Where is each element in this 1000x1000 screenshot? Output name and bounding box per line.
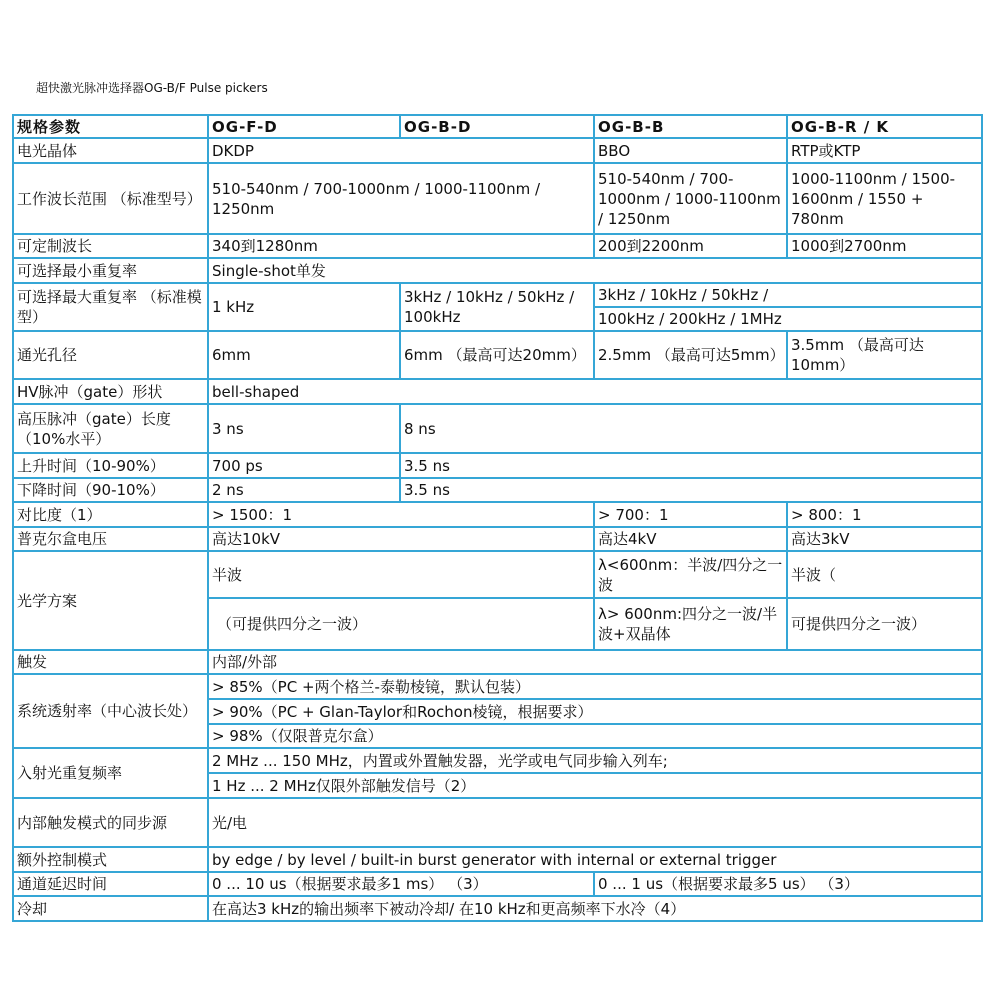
table-row bbox=[13, 404, 982, 453]
header-og-b-b: OG-B-B bbox=[594, 115, 787, 138]
row-label: 高压脉冲（gate）长度 （10%水平） bbox=[13, 404, 208, 453]
row-label: 光学方案 bbox=[13, 551, 208, 650]
row-label: 通道延迟时间 bbox=[13, 872, 208, 896]
cell-value: 高达10kV bbox=[208, 527, 594, 551]
cell-value: 1 kHz bbox=[208, 283, 400, 331]
spec-table bbox=[12, 114, 983, 922]
cell-value: 2 MHz ... 150 MHz，内置或外置触发器，光学或电气同步输入列车; bbox=[208, 748, 982, 773]
table-row bbox=[13, 872, 982, 896]
cell-value: > 98%（仅限普克尔盒） bbox=[208, 724, 982, 748]
row-label: 可选择最大重复率 （标准模型） bbox=[13, 283, 208, 331]
table-row bbox=[13, 798, 982, 847]
cell-value: 700 ps bbox=[208, 453, 400, 478]
table-row bbox=[13, 331, 982, 379]
cell-value: Single-shot单发 bbox=[208, 258, 982, 283]
cell-value: > 85%（PC +两个格兰-泰勒棱镜，默认包装） bbox=[208, 674, 982, 699]
cell-value: （可提供四分之一波） bbox=[208, 598, 594, 650]
row-label: 内部触发模式的同步源 bbox=[13, 798, 208, 847]
cell-value: by edge / by level / built-in burst generator with internal or external trigger bbox=[208, 847, 982, 872]
row-label: 对比度（1） bbox=[13, 502, 208, 527]
cell-value: 6mm （最高可达20mm） bbox=[400, 331, 594, 379]
cell-value: > 800：1 bbox=[787, 502, 982, 527]
row-label: 普克尔盒电压 bbox=[13, 527, 208, 551]
row-label: 冷却 bbox=[13, 896, 208, 921]
cell-value: 1000-1100nm / 1500-1600nm / 1550 + 780nm bbox=[787, 163, 982, 234]
cell-value: 1000到2700nm bbox=[787, 234, 982, 258]
header-param: 规格参数 bbox=[13, 115, 208, 138]
cell-value: bell-shaped bbox=[208, 379, 982, 404]
table-row bbox=[13, 163, 982, 234]
header-og-b-d: OG-B-D bbox=[400, 115, 594, 138]
cell-value: 1 Hz ... 2 MHz仅限外部触发信号（2） bbox=[208, 773, 982, 798]
cell-value: 半波（ bbox=[787, 551, 982, 598]
table-row bbox=[13, 234, 982, 258]
cell-value: 100kHz / 200kHz / 1MHz bbox=[594, 307, 982, 331]
row-label: 入射光重复频率 bbox=[13, 748, 208, 798]
table-row bbox=[13, 748, 982, 773]
cell-value: RTP或KTP bbox=[787, 138, 982, 163]
cell-value: 3.5mm （最高可达10mm） bbox=[787, 331, 982, 379]
cell-value: 510-540nm / 700-1000nm / 1000-1100nm / 1250nm bbox=[208, 163, 594, 234]
cell-value: > 1500：1 bbox=[208, 502, 594, 527]
cell-value: λ> 600nm:四分之一波/半波+双晶体 bbox=[594, 598, 787, 650]
table-row bbox=[13, 551, 982, 598]
header-og-b-rk: OG-B-R / K bbox=[787, 115, 982, 138]
cell-value: 可提供四分之一波） bbox=[787, 598, 982, 650]
cell-value: 2.5mm （最高可达5mm） bbox=[594, 331, 787, 379]
row-label: HV脉冲（gate）形状 bbox=[13, 379, 208, 404]
table-row bbox=[13, 847, 982, 872]
cell-value: 8 ns bbox=[400, 404, 982, 453]
cell-value: 在高达3 kHz的输出频率下被动冷却/ 在10 kHz和更高频率下水冷（4） bbox=[208, 896, 982, 921]
table-row bbox=[13, 896, 982, 921]
table-row bbox=[13, 650, 982, 674]
cell-value: 3kHz / 10kHz / 50kHz / 100kHz bbox=[400, 283, 594, 331]
cell-value: 3.5 ns bbox=[400, 453, 982, 478]
cell-value: BBO bbox=[594, 138, 787, 163]
row-label: 可定制波长 bbox=[13, 234, 208, 258]
table-header-row bbox=[13, 115, 982, 138]
cell-value: 3kHz / 10kHz / 50kHz / bbox=[594, 283, 982, 307]
table-row bbox=[13, 478, 982, 502]
cell-value: 510-540nm / 700-1000nm / 1000-1100nm / 1250nm bbox=[594, 163, 787, 234]
table-row bbox=[13, 138, 982, 163]
row-label: 上升时间（10-90%） bbox=[13, 453, 208, 478]
cell-value: 2 ns bbox=[208, 478, 400, 502]
table-row bbox=[13, 674, 982, 699]
table-row bbox=[13, 379, 982, 404]
table-row bbox=[13, 502, 982, 527]
table-row bbox=[13, 453, 982, 478]
table-row bbox=[13, 258, 982, 283]
row-label: 可选择最小重复率 bbox=[13, 258, 208, 283]
row-label: 通光孔径 bbox=[13, 331, 208, 379]
cell-value: 内部/外部 bbox=[208, 650, 982, 674]
cell-value: 半波 bbox=[208, 551, 594, 598]
row-label: 额外控制模式 bbox=[13, 847, 208, 872]
cell-value: 3 ns bbox=[208, 404, 400, 453]
row-label: 下降时间（90-10%） bbox=[13, 478, 208, 502]
cell-value: 0 ... 1 us（根据要求最多5 us） （3） bbox=[594, 872, 982, 896]
cell-value: 6mm bbox=[208, 331, 400, 379]
cell-value: 高达3kV bbox=[787, 527, 982, 551]
cell-value: 3.5 ns bbox=[400, 478, 982, 502]
row-label: 触发 bbox=[13, 650, 208, 674]
cell-value: > 90%（PC + Glan-Taylor和Rochon棱镜，根据要求） bbox=[208, 699, 982, 724]
cell-value: 光/电 bbox=[208, 798, 982, 847]
table-row bbox=[13, 283, 982, 307]
cell-value: 高达4kV bbox=[594, 527, 787, 551]
row-label: 系统透射率（中心波长处） bbox=[13, 674, 208, 748]
cell-value: > 700：1 bbox=[594, 502, 787, 527]
cell-value: 200到2200nm bbox=[594, 234, 787, 258]
row-label: 电光晶体 bbox=[13, 138, 208, 163]
header-og-f-d: OG-F-D bbox=[208, 115, 400, 138]
table-row bbox=[13, 527, 982, 551]
cell-value: DKDP bbox=[208, 138, 594, 163]
cell-value: λ<600nm：半波/四分之一波 bbox=[594, 551, 787, 598]
document-title: 超快激光脉冲选择器OG-B/F Pulse pickers bbox=[36, 81, 268, 95]
row-label: 工作波长范围 （标准型号） bbox=[13, 163, 208, 234]
cell-value: 0 ... 10 us（根据要求最多1 ms） （3） bbox=[208, 872, 594, 896]
cell-value: 340到1280nm bbox=[208, 234, 594, 258]
